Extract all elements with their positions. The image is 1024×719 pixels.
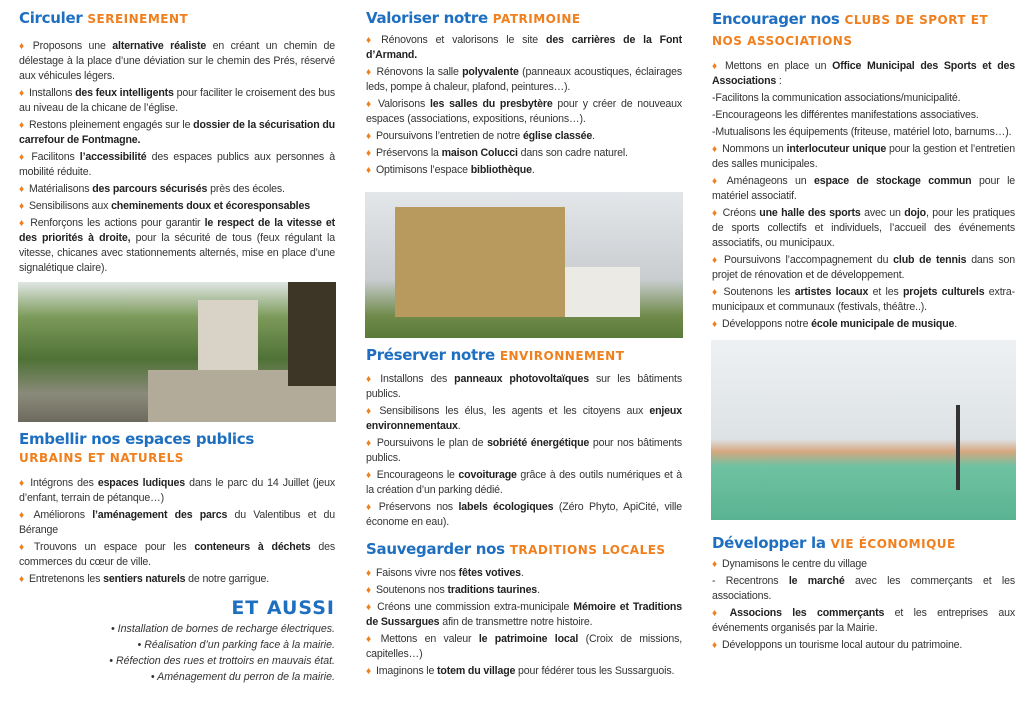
section-title-economie — [712, 534, 1015, 554]
bold-text: artistes locaux — [794, 286, 869, 298]
house-photo — [365, 192, 683, 338]
list-item — [366, 600, 682, 630]
list-item — [19, 508, 335, 538]
text: Créons une commission extra-municipale — [377, 601, 574, 613]
text: Valorisons — [377, 98, 430, 110]
text: Mettons en valeur — [380, 633, 479, 645]
diamond-bullet-icon: ♦ — [366, 148, 371, 159]
traditions-list — [366, 566, 682, 679]
list-item — [366, 468, 682, 498]
bold-text: Office Municipal des Sports et des Associations — [712, 60, 1015, 87]
title-main: Encourager nos — [712, 10, 840, 28]
list-item — [366, 33, 682, 63]
list-item — [19, 39, 335, 84]
clubs-list — [712, 59, 1015, 332]
diamond-bullet-icon: ♦ — [19, 201, 24, 212]
list-item — [366, 163, 682, 178]
text: Poursuivons l’entretien de notre — [375, 130, 523, 142]
patrimoine-section — [365, 0, 683, 180]
bold-text: sobriété énergétique — [487, 437, 590, 449]
title-accent: CLUBS DE SPORT ET NOS ASSOCIATIONS — [712, 13, 989, 48]
section-title-environnement — [366, 346, 682, 366]
diamond-bullet-icon: ♦ — [366, 438, 372, 449]
text: et les entreprises aux événements organisés par la Mairie. — [712, 607, 1016, 634]
economie-list — [712, 557, 1015, 653]
text: . — [537, 584, 540, 596]
text: . — [457, 420, 461, 432]
section-title-circuler — [19, 9, 335, 29]
diamond-bullet-icon: ♦ — [712, 144, 718, 155]
text: -Mutualisons les équipements (friteuse, matériel loto, barnums…). — [712, 126, 1012, 138]
text: sur les bâtiments publics. — [366, 373, 682, 400]
list-item — [712, 125, 1015, 140]
diamond-bullet-icon: ♦ — [712, 608, 725, 619]
annex-shape — [565, 267, 640, 317]
list-item — [712, 574, 1015, 604]
bold-text: le respect de la vitesse et des priorités à droite, — [19, 217, 335, 244]
diamond-bullet-icon: ♦ — [712, 208, 718, 219]
diamond-bullet-icon: ♦ — [19, 510, 29, 521]
text: Encourageons le — [376, 469, 459, 481]
circuler-section — [18, 0, 336, 278]
diamond-bullet-icon: ♦ — [712, 559, 717, 570]
bold-text: l’accessibilité — [79, 151, 147, 163]
text: dans le parc du 14 Juillet (jeux d’enfant, terrain de pétanque…) — [19, 477, 336, 504]
bold-text: totem du village — [437, 665, 516, 677]
et-aussi — [19, 597, 335, 685]
text: Développons un tourisme local autour du patrimoine. — [721, 639, 963, 651]
list-item — [19, 182, 335, 197]
embellir-list — [19, 476, 335, 587]
list-item — [712, 108, 1015, 123]
bold-text: conteneurs à déchets — [194, 541, 311, 553]
diamond-bullet-icon: ♦ — [366, 99, 373, 110]
text: des espaces publics aux personnes à mobilité réduite. — [19, 151, 335, 178]
list-item — [712, 253, 1015, 283]
text: : — [776, 75, 782, 87]
list-item — [366, 146, 682, 161]
list-item — [19, 476, 335, 506]
text: Restons pleinement engagés sur le — [29, 119, 194, 131]
section-title-clubs — [712, 9, 1015, 51]
bold-text: interlocuteur unique — [786, 143, 887, 155]
list-item — [366, 436, 682, 466]
list-item — [712, 557, 1015, 572]
text: de notre garrigue. — [185, 573, 270, 585]
text: pour la gestion et l’entretien des salles municipales. — [712, 143, 1016, 170]
text: du Valentibus et du Bérange — [19, 509, 335, 536]
bold-text: le marché — [788, 575, 845, 587]
text: - Recentrons — [712, 575, 789, 587]
text: . — [531, 164, 535, 176]
text: pour fédérer tous les Sussarguois. — [515, 665, 675, 677]
list-item — [366, 404, 682, 434]
bold-text: maison Colucci — [441, 147, 518, 159]
diamond-bullet-icon: ♦ — [366, 165, 371, 176]
text: Rénovons la salle — [376, 66, 463, 78]
bold-text: covoiturage — [458, 469, 517, 481]
diamond-bullet-icon: ♦ — [19, 41, 28, 52]
text: Optimisons l’espace — [375, 164, 471, 176]
bold-text: polyvalente — [462, 66, 519, 78]
text: Entretenons les — [28, 573, 104, 585]
diamond-bullet-icon: ♦ — [19, 184, 24, 195]
bold-text: dossier de la sécurisation du carrefour de Fontmagne. — [19, 119, 335, 146]
economie-section — [711, 534, 1016, 655]
et-aussi-title: ET AUSSI — [231, 597, 335, 619]
title-accent: TRADITIONS LOCALES — [509, 543, 666, 557]
text: Poursuivons l’accompagnement du — [724, 254, 894, 266]
text: Renforçons les actions pour garantir — [30, 217, 205, 229]
title-accent: VIE ÉCONOMIQUE — [830, 537, 956, 551]
list-item — [712, 206, 1015, 251]
text: , pour les pratiques de sports collectifs et individuels, l’accueil des événements associatifs, ou municipaux. — [712, 207, 1015, 249]
list-item — [712, 638, 1015, 653]
fountain-photo — [18, 282, 336, 422]
bold-text: une halle des sports — [759, 207, 861, 219]
bold-text: Mémoire et Traditions de Sussargues — [366, 601, 682, 628]
column-1 — [18, 0, 336, 685]
aussi-item: • Installation de bornes de recharge électriques. — [111, 623, 335, 635]
list-item — [19, 199, 335, 214]
title-main: Circuler — [19, 9, 83, 27]
list-item — [366, 372, 682, 402]
bold-text: les salles du presbytère — [429, 98, 553, 110]
title-main: Sauvegarder nos — [366, 540, 505, 558]
bold-text: école municipale de musique — [811, 318, 955, 330]
diamond-bullet-icon: ♦ — [19, 152, 27, 163]
text: dans son projet de rénovation et de développement. — [712, 254, 1016, 281]
diamond-bullet-icon: ♦ — [366, 568, 371, 579]
diamond-bullet-icon: ♦ — [712, 255, 719, 266]
title-accent: SEREINEMENT — [87, 12, 189, 26]
text: Développons notre — [721, 318, 812, 330]
text: -Encourageons les différentes manifestations associatives. — [712, 109, 979, 121]
title-accent: URBAINS ET NATURELS — [19, 451, 184, 465]
text: . — [520, 567, 524, 579]
text: -Facilitons la communication associations/municipalité. — [712, 92, 961, 104]
text: pour le matériel associatif. — [712, 175, 1016, 202]
diamond-bullet-icon: ♦ — [19, 88, 24, 99]
environnement-list — [366, 372, 682, 530]
bold-text: le patrimoine local — [478, 633, 579, 645]
list-item — [19, 572, 335, 587]
title-accent: ENVIRONNEMENT — [499, 349, 625, 363]
section-title-traditions — [366, 540, 682, 560]
aussi-item: • Réalisation d’un parking face à la mairie. — [137, 639, 335, 651]
text: Imaginons le — [375, 665, 438, 677]
list-item — [366, 566, 682, 581]
bold-text: Associons les commerçants — [729, 607, 885, 619]
diamond-bullet-icon: ♦ — [366, 634, 376, 645]
diamond-bullet-icon: ♦ — [366, 131, 371, 142]
gym-photo — [711, 340, 1016, 520]
text: dans son cadre naturel. — [517, 147, 628, 159]
diamond-bullet-icon: ♦ — [366, 67, 372, 78]
diamond-bullet-icon: ♦ — [712, 176, 722, 187]
title-main: Développer la — [712, 534, 826, 552]
diamond-bullet-icon: ♦ — [366, 35, 377, 46]
bold-text: cheminements doux et écoresponsables — [111, 200, 310, 212]
column-2 — [365, 0, 683, 681]
bold-text: fêtes votives — [458, 567, 521, 579]
text: Trouvons un espace pour les — [34, 541, 195, 553]
text: . — [954, 318, 958, 330]
embellir-section — [18, 430, 336, 685]
list-item — [712, 285, 1015, 315]
diamond-bullet-icon: ♦ — [366, 602, 373, 613]
diamond-bullet-icon: ♦ — [366, 502, 374, 513]
bold-text: sentiers naturels — [103, 573, 186, 585]
bold-text: alternative réaliste — [112, 40, 207, 52]
bold-text: des carrières de la Font d’Armand. — [366, 34, 683, 61]
diamond-bullet-icon: ♦ — [712, 61, 720, 72]
text: des commerces du cœur de ville. — [19, 541, 335, 568]
list-item — [19, 118, 335, 148]
text: en créant un chemin de délestage à la place d’une déviation sur le chemin des Prés, réservé aux véhicules légers. — [19, 40, 336, 82]
bold-text: traditions taurines — [447, 584, 538, 596]
text: Facilitons — [31, 151, 80, 163]
circuler-list — [19, 39, 335, 276]
text: Préservons la — [375, 147, 442, 159]
text: Sensibilisons les élus, les agents et les citoyens aux — [379, 405, 650, 417]
list-item — [712, 59, 1015, 89]
text: pour la sécurité de tous (feux régulant la vitesse, chicanes avec stationnements alternés, mise en place d’une signalétique claire). — [19, 232, 335, 274]
text: Poursuivons le plan de — [376, 437, 488, 449]
list-item — [366, 664, 682, 679]
bold-text: des parcours sécurisés — [92, 183, 208, 195]
diamond-bullet-icon: ♦ — [19, 120, 24, 131]
text: Sensibilisons aux — [28, 200, 112, 212]
text: Soutenons les — [723, 286, 795, 298]
aussi-item: • Aménagement du perron de la mairie. — [150, 671, 335, 683]
bold-text: dojo — [904, 207, 926, 219]
title-accent: PATRIMOINE — [492, 12, 581, 26]
text: . — [592, 130, 595, 142]
list-item — [366, 65, 682, 95]
diamond-bullet-icon: ♦ — [366, 406, 375, 417]
bold-text: des feux intelligents — [75, 87, 174, 99]
text: (Zéro Phyto, ApiCité, ville économe en eau). — [366, 501, 683, 528]
diamond-bullet-icon: ♦ — [366, 585, 371, 596]
diamond-bullet-icon: ♦ — [19, 478, 26, 489]
text: Nommons un — [722, 143, 787, 155]
text: (panneaux acoustiques, éclairages leds, pompe à chaleur, plafond, peintures…). — [366, 66, 682, 93]
diamond-bullet-icon: ♦ — [19, 218, 26, 229]
text: Créons — [722, 207, 760, 219]
section-title-patrimoine — [366, 9, 682, 29]
bold-text: enjeux environnementaux — [366, 405, 682, 432]
text: avec un — [860, 207, 905, 219]
list-item — [19, 216, 335, 276]
diamond-bullet-icon: ♦ — [366, 374, 376, 385]
bold-text: labels écologiques — [458, 501, 554, 513]
text: afin de transmettre notre histoire. — [439, 616, 593, 628]
title-main: Embellir nos espaces publics — [19, 430, 254, 448]
text: Rénovons et valorisons le site — [381, 34, 546, 46]
list-item — [366, 129, 682, 144]
bold-text: projets culturels — [902, 286, 985, 298]
environnement-section — [365, 346, 683, 681]
text: Installons des — [380, 373, 455, 385]
title-main: Préserver notre — [366, 346, 495, 364]
house-shape — [395, 207, 565, 317]
list-item — [19, 150, 335, 180]
text: pour nos bâtiments publics. — [366, 437, 682, 464]
text: Dynamisons le centre du village — [721, 558, 867, 570]
list-item — [712, 317, 1015, 332]
patrimoine-list — [366, 33, 682, 178]
bold-text: club de tennis — [893, 254, 967, 266]
text: Proposons une — [32, 40, 113, 52]
text: Soutenons nos — [375, 584, 448, 596]
text: et les — [868, 286, 903, 298]
text: extra-municipaux et communaux (festivals, théâtre..). — [712, 286, 1015, 313]
text: Matérialisons — [28, 183, 93, 195]
text: grâce à des outils numériques et à la création d’un parking dédié. — [366, 469, 683, 496]
bold-text: bibliothèque — [470, 164, 532, 176]
list-item — [366, 583, 682, 598]
list-item — [712, 91, 1015, 106]
diamond-bullet-icon: ♦ — [712, 287, 719, 298]
diamond-bullet-icon: ♦ — [712, 319, 717, 330]
list-item — [366, 97, 682, 127]
list-item — [366, 500, 682, 530]
text: Mettons en place un — [724, 60, 833, 72]
section-title-embellir — [19, 430, 335, 468]
text: (Croix de missions, capitelles…) — [366, 633, 683, 660]
diamond-bullet-icon: ♦ — [366, 470, 372, 481]
list-item — [712, 142, 1015, 172]
diamond-bullet-icon: ♦ — [19, 574, 24, 585]
diamond-bullet-icon: ♦ — [712, 640, 717, 651]
text: près des écoles. — [207, 183, 285, 195]
text: pour y créer de nouveaux espaces (associations, expositions, réunions…). — [366, 98, 683, 125]
text: pour faciliter le croisement des bus au niveau de la chicane de l’église. — [19, 87, 335, 114]
text: Aménageons un — [726, 175, 815, 187]
text: Améliorons — [33, 509, 93, 521]
text: avec les commerçants et les associations. — [712, 575, 1016, 602]
bold-text: espaces ludiques — [97, 477, 186, 489]
text: Faisons vivre nos — [375, 567, 459, 579]
text: Installons — [28, 87, 76, 99]
basket-pole — [956, 405, 960, 490]
list-item — [712, 174, 1015, 204]
bold-text: l’aménagement des parcs — [92, 509, 228, 521]
bold-text: espace de stockage commun — [814, 175, 972, 187]
clubs-section — [711, 0, 1016, 334]
diamond-bullet-icon: ♦ — [19, 542, 30, 553]
list-item — [19, 540, 335, 570]
list-item — [712, 606, 1015, 636]
text: Intégrons des — [30, 477, 98, 489]
bold-text: église classée — [522, 130, 593, 142]
text: Préservons nos — [378, 501, 459, 513]
bold-text: panneaux photovoltaïques — [454, 373, 589, 385]
column-3 — [711, 0, 1016, 655]
title-main: Valoriser notre — [366, 9, 488, 27]
list-item — [19, 86, 335, 116]
list-item — [366, 632, 682, 662]
aussi-item: • Réfection des rues et trottoirs en mauvais état. — [109, 655, 335, 667]
tree-trunk-shape — [288, 282, 336, 386]
diamond-bullet-icon: ♦ — [366, 666, 371, 677]
